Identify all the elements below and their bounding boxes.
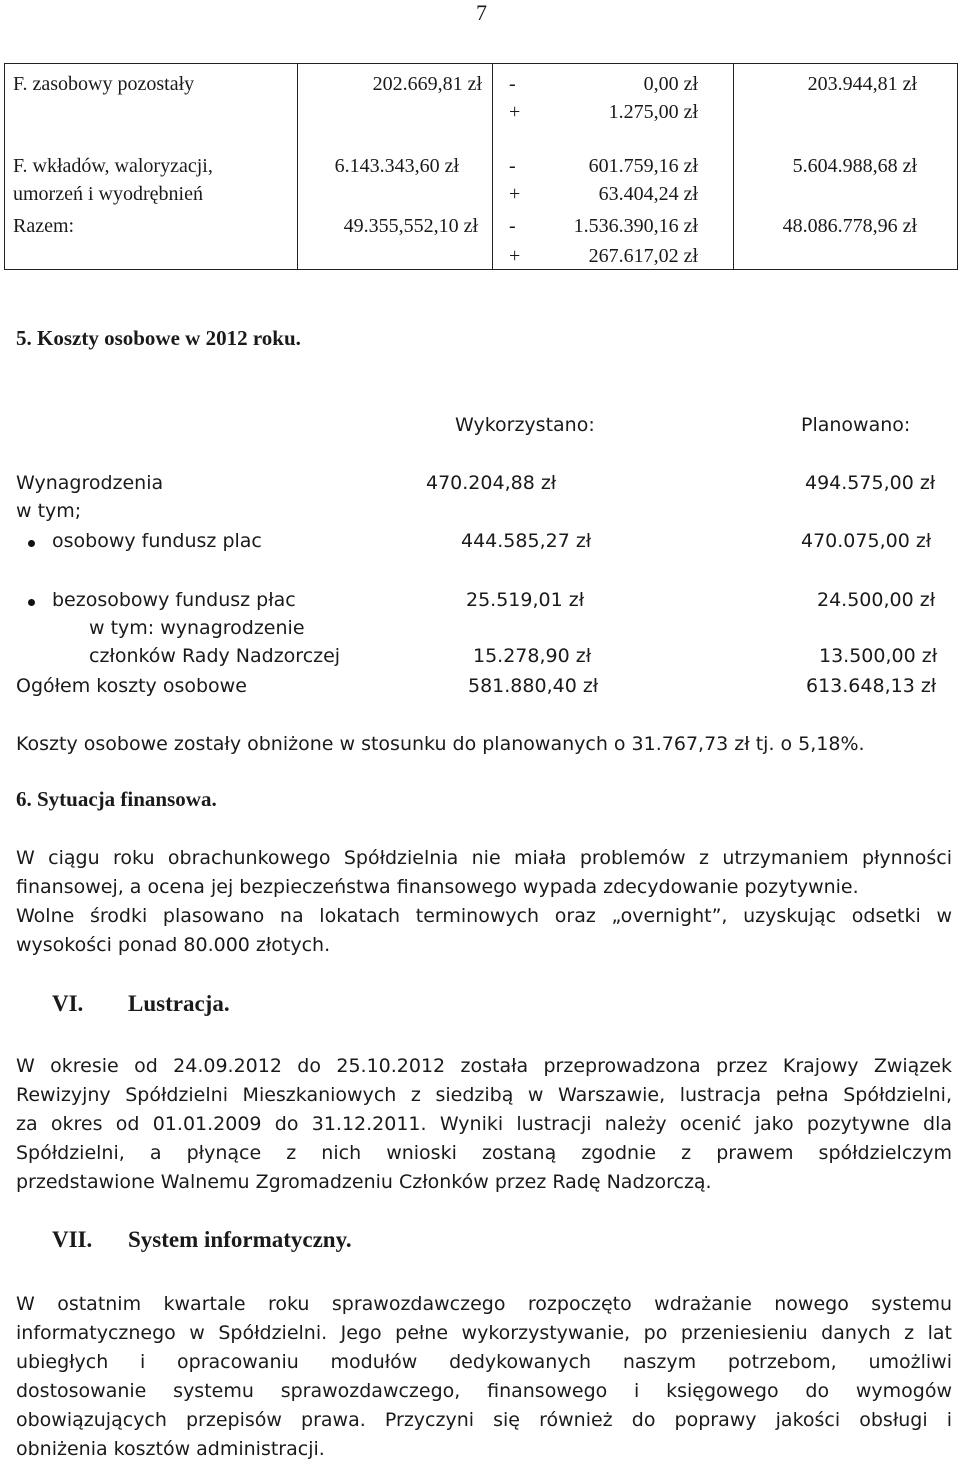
change-amount: 601.759,16 zł (588, 155, 698, 177)
bullet-icon (28, 540, 35, 547)
text-line: dostosowanie systemu sprawozdawczego, finansowego i księgowego do wymogów (16, 1380, 952, 1402)
text-line: przedstawione Walnemu Zgromadzeniu Członków przez Radę Nadzorczą. (16, 1171, 712, 1193)
funds-table (4, 63, 958, 270)
text-line: wysokości ponad 80.000 złotych. (16, 934, 331, 956)
paragraph (16, 844, 952, 960)
section-title: 6. Sytuacja finansowa. (16, 787, 217, 811)
text-line: obniżenia kosztów administracji. (16, 1438, 325, 1460)
text-line: ubiegłych i opracowaniu modułów dedykowanych naszym potrzebom, umożliwi (16, 1351, 952, 1373)
cost-label: Wynagrodzenia (16, 472, 164, 494)
cost-label: w tym; (16, 500, 82, 522)
cost-label: członków Rady Nadzorczej (89, 645, 341, 667)
change-amount: 267.617,02 zł (588, 245, 698, 267)
fund-name: umorzeń i wyodrębnień (13, 183, 203, 205)
cost-label: w tym: wynagrodzenie (89, 617, 305, 639)
cost-used-value: 444.585,27 zł (461, 530, 592, 552)
cost-used-value: 470.204,88 zł (426, 472, 557, 494)
change-sign: + (509, 101, 521, 123)
cost-total-used: 581.880,40 zł (468, 675, 599, 697)
fund-end-value: 5.604.988,68 zł (792, 155, 917, 177)
cost-planned-value: 24.500,00 zł (817, 589, 936, 611)
change-sign: - (509, 155, 516, 177)
change-sign: - (509, 215, 516, 237)
section-title: Lustracja. (128, 991, 230, 1016)
text-line: W ostatnim kwartale roku sprawozdawczego rozpoczęto wdrażanie nowego systemu (16, 1293, 952, 1315)
column-header-planned: Planowano: (801, 414, 911, 436)
text-line: Rewizyjny Spółdzielni Mieszkaniowych z siedzibą w Warszawie, lustracja pełna Spółdzielni, (16, 1084, 952, 1106)
change-sign: + (509, 245, 521, 267)
fund-start-value: 49.355,552,10 zł (343, 215, 478, 237)
text-line: finansowej, a ocena jej bezpieczeństwa finansowego wypada zdecydowanie pozytywnie. (16, 876, 859, 898)
section-title: 5. Koszty osobowe w 2012 roku. (16, 326, 301, 350)
bullet-icon (28, 599, 35, 606)
cost-label: osobowy fundusz plac (52, 530, 262, 552)
fund-name: F. zasobowy pozostały (13, 73, 195, 95)
fund-name: F. wkładów, waloryzacji, (13, 155, 213, 177)
paragraph (16, 1052, 952, 1197)
section-title: System informatyczny. (128, 1227, 352, 1252)
change-amount: 1.275,00 zł (608, 101, 698, 123)
text-line: obowiązujących przepisów prawa. Przyczyni się również do poprawy jakości obsługi i (16, 1409, 952, 1431)
fund-end-value: 48.086.778,96 zł (782, 215, 917, 237)
cost-total-planned: 613.648,13 zł (806, 675, 937, 697)
text-line: Spółdzielni, a płynące z nich wnioski zostaną zgodnie z prawem spółdzielczym (16, 1142, 952, 1164)
text-line: za okres od 01.01.2009 do 31.12.2011. Wyniki lustracji należy ocenić jako pozytywne dla (16, 1113, 952, 1135)
cost-planned-value: 470.075,00 zł (801, 530, 932, 552)
text-line: Wolne środki plasowano na lokatach terminowych oraz „overnight”, uzyskując odsetki w (16, 905, 952, 927)
fund-end-value: 203.944,81 zł (807, 73, 917, 95)
cost-used-value: 15.278,90 zł (473, 645, 592, 667)
table-divider (297, 64, 298, 269)
change-sign: - (509, 73, 516, 95)
cost-planned-value: 13.500,00 zł (819, 645, 938, 667)
section-numeral: VI. (52, 991, 84, 1016)
cost-summary: Koszty osobowe zostały obniżone w stosunku do planowanych o 31.767,73 zł tj. o 5,18%. (16, 733, 865, 755)
change-amount: 1.536.390,16 zł (573, 215, 698, 237)
table-divider (492, 64, 493, 269)
cost-label: bezosobowy fundusz płac (52, 589, 296, 611)
section-numeral: VII. (52, 1227, 93, 1252)
column-header-used: Wykorzystano: (455, 414, 595, 436)
cost-planned-value: 494.575,00 zł (805, 472, 936, 494)
cost-total-label: Ogółem koszty osobowe (16, 675, 247, 697)
fund-name: Razem: (13, 215, 75, 237)
cost-used-value: 25.519,01 zł (466, 589, 585, 611)
paragraph (16, 1290, 952, 1464)
table-divider (733, 64, 734, 269)
change-sign: + (509, 183, 521, 205)
text-line: W ciągu roku obrachunkowego Spółdzielnia nie miała problemów z utrzymaniem płynności (16, 847, 952, 869)
fund-start-value: 6.143.343,60 zł (334, 155, 459, 177)
text-line: W okresie od 24.09.2012 do 25.10.2012 została przeprowadzona przez Krajowy Związek (16, 1055, 952, 1077)
change-amount: 0,00 zł (643, 73, 698, 95)
fund-start-value: 202.669,81 zł (372, 73, 482, 95)
page-number: 7 (476, 0, 487, 25)
text-line: informatycznego w Spółdzielni. Jego pełne wykorzystywanie, po przeniesieniu danych z lat (16, 1322, 952, 1344)
change-amount: 63.404,24 zł (598, 183, 698, 205)
